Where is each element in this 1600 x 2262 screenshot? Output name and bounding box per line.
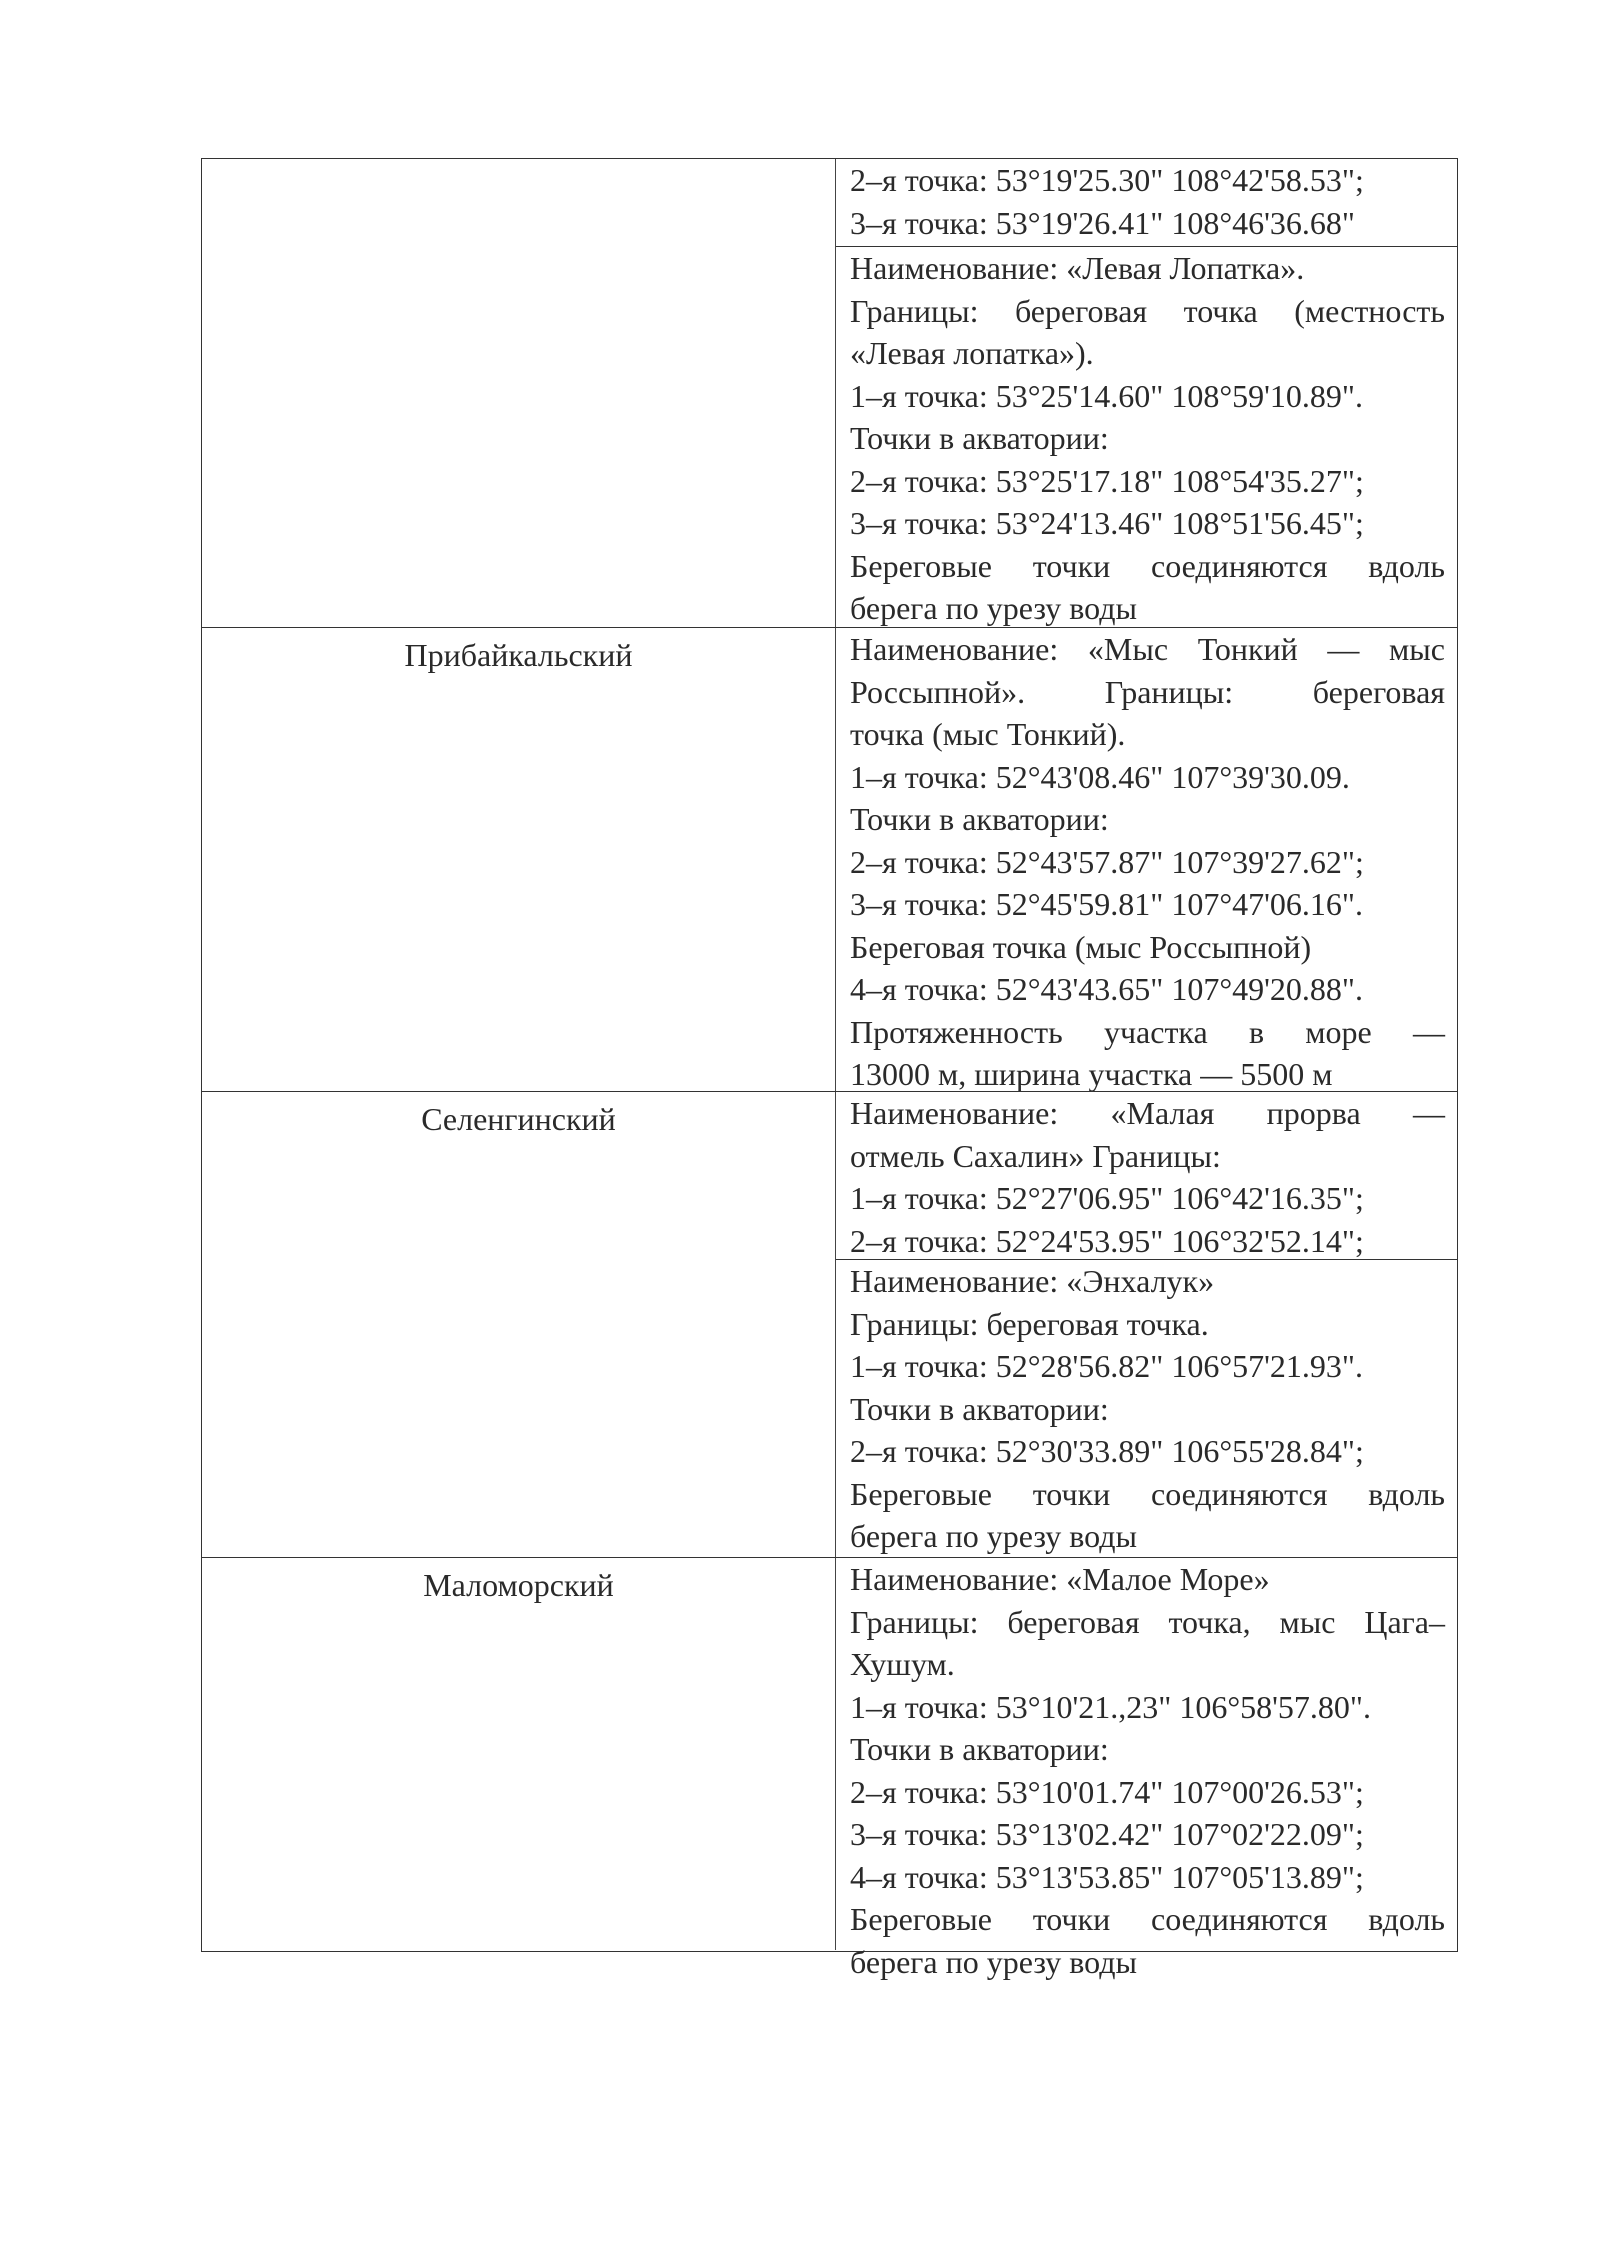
- text-line: Береговые точки соединяются вдоль: [850, 1901, 1445, 1937]
- table-row: [202, 1557, 1457, 1980]
- text-line: 3–я точка: 52°45'59.81" 107°47'06.16".: [850, 886, 1363, 922]
- text-line: Границы: береговая точка (местность: [850, 292, 1445, 329]
- text-line: 2–я точка: 53°10'01.74" 107°00'26.53";: [850, 1773, 1364, 1810]
- text-line: 2–я точка: 52°43'57.87" 107°39'27.62";: [850, 843, 1364, 880]
- text-line: точка (мыс Тонкий).: [850, 716, 1126, 752]
- text-line: 3–я точка: 53°13'02.42" 107°02'22.09";: [850, 1816, 1364, 1852]
- text-line: Наименование: «Левая Лопатка».: [850, 250, 1305, 286]
- district-name: Селенгинский: [421, 1101, 616, 1137]
- district-name: Прибайкальский: [404, 637, 633, 673]
- area-description-cell: [836, 1259, 1457, 1558]
- text-line: 3–я точка: 53°24'13.46" 108°51'56.45";: [850, 505, 1364, 541]
- text-line: 4–я точка: 53°13'53.85" 107°05'13.89";: [850, 1858, 1364, 1895]
- text-line: Береговые точки соединяются вдоль: [850, 1475, 1445, 1512]
- area-description-cell: [836, 1092, 1457, 1259]
- district-cell: [202, 1558, 836, 1950]
- district-name: Маломорский: [423, 1567, 614, 1603]
- text-line: Точки в акватории:: [850, 801, 1109, 837]
- text-line: Береговые точки соединяются вдоль: [850, 547, 1445, 584]
- district-cell: [202, 159, 836, 627]
- text-line: берега по урезу воды: [850, 1518, 1138, 1554]
- text-line: 2–я точка: 52°30'33.89" 106°55'28.84";: [850, 1433, 1364, 1469]
- text-line: 1–я точка: 52°27'06.95" 106°42'16.35";: [850, 1180, 1364, 1216]
- text-line: 1–я точка: 53°25'14.60" 108°59'10.89".: [850, 377, 1363, 414]
- text-line: 1–я точка: 52°28'56.82" 106°57'21.93".: [850, 1348, 1363, 1384]
- text-line: Береговая точка (мыс Россыпной): [850, 928, 1312, 965]
- text-line: Точки в акватории:: [850, 420, 1109, 456]
- table-row: [202, 627, 1457, 1091]
- text-line: Точки в акватории:: [850, 1731, 1109, 1767]
- text-line: 2–я точка: 52°24'53.95" 106°32'52.14";: [850, 1222, 1364, 1259]
- text-line: Наименование: «Малое Море»: [850, 1561, 1270, 1597]
- text-line: Протяженность участка в море —: [850, 1013, 1445, 1050]
- text-line: 1–я точка: 53°10'21.,23" 106°58'57.80".: [850, 1688, 1371, 1725]
- text-line: 4–я точка: 52°43'43.65" 107°49'20.88".: [850, 971, 1363, 1007]
- text-line: Россыпной». Границы: береговая: [850, 673, 1445, 710]
- district-cell: [202, 628, 836, 1091]
- text-line: 2–я точка: 53°25'17.18" 108°54'35.27";: [850, 462, 1364, 499]
- area-description-cell: [836, 246, 1457, 627]
- text-line: Точки в акватории:: [850, 1390, 1109, 1427]
- text-line: 13000 м, ширина участка — 5500 м: [850, 1056, 1333, 1092]
- text-line: 2–я точка: 53°19'25.30" 108°42'58.53";: [850, 162, 1364, 198]
- text-line: берега по урезу воды: [850, 1943, 1138, 1980]
- area-description-cell: [836, 628, 1457, 1092]
- area-description-cell: [836, 159, 1457, 246]
- text-line: Наименование: «Мыс Тонкий — мыс: [850, 631, 1445, 667]
- text-line: 3–я точка: 53°19'26.41" 108°46'36.68": [850, 204, 1355, 241]
- text-line: Границы: береговая точка.: [850, 1305, 1209, 1342]
- area-description-cell: [836, 1558, 1457, 1980]
- text-line: Наименование: «Энхалук»: [850, 1263, 1215, 1299]
- text-line: берега по урезу воды: [850, 590, 1138, 626]
- text-line: Хушум.: [850, 1646, 955, 1682]
- text-line: отмель Сахалин» Границы:: [850, 1137, 1221, 1174]
- text-line: Границы: береговая точка, мыс Цага–: [850, 1603, 1445, 1640]
- text-line: 1–я точка: 52°43'08.46" 107°39'30.09.: [850, 758, 1350, 795]
- fishing-areas-table: [201, 158, 1458, 1980]
- table-row: [202, 159, 1457, 627]
- text-line: «Левая лопатка»).: [850, 335, 1094, 371]
- text-line: Наименование: «Малая прорва —: [850, 1095, 1445, 1131]
- table-row: [202, 1091, 1457, 1557]
- district-cell: [202, 1092, 836, 1557]
